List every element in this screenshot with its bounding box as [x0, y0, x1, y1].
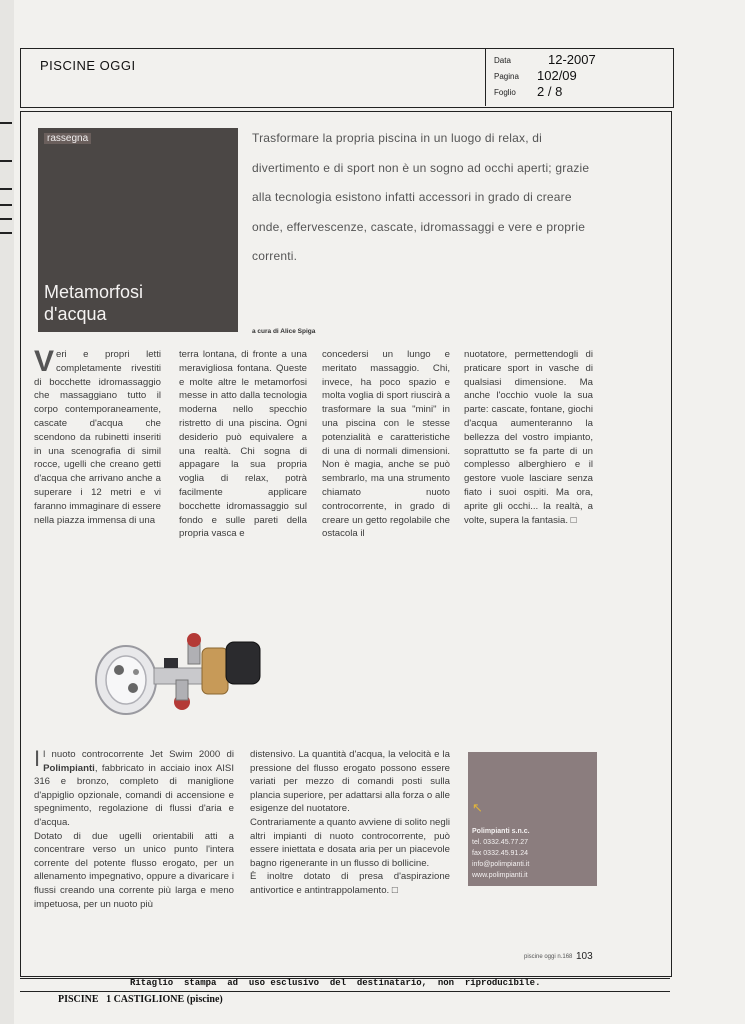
- product-description-col2: [250, 748, 450, 898]
- nozzle-hole: [114, 665, 124, 675]
- binding-mark: [0, 204, 12, 206]
- valve-block: [164, 658, 178, 668]
- article-title-line1: Metamorfosi: [44, 282, 144, 302]
- binding-mark: [0, 232, 12, 234]
- pump-body: [202, 648, 228, 694]
- contact-tel: tel. 0332.45.77.27: [472, 839, 529, 846]
- product-desc-text: l nuoto controcorrente Jet Swim 2000 di: [43, 749, 234, 760]
- binding-mark: [0, 218, 12, 220]
- date-value: 12-2007: [548, 52, 596, 67]
- body-column-1: [34, 345, 161, 527]
- contact-email: info@polimpianti.it: [472, 861, 530, 868]
- header-divider: [485, 48, 486, 106]
- contact-details: [472, 826, 530, 881]
- article-title: [44, 281, 143, 325]
- sheet-value: 2 / 8: [537, 84, 563, 99]
- product-description-col1: [34, 748, 234, 911]
- motor: [226, 642, 260, 684]
- product-desc-text: Dotato di due ugelli orientabili atti a concentrare verso un unico punto l'intera corrente del potente flusso erogato, per un allenamento impegnativo, oppure a divaricare i flussi creando una corrente più larga e meno impetuosa, per un nuoto più: [34, 830, 234, 910]
- page-label: Pagina: [494, 72, 519, 81]
- product-brand: Polimpianti: [43, 762, 95, 774]
- end-mark: □: [570, 514, 577, 526]
- valve-handle-red: [187, 633, 201, 647]
- body-column-1-text: eri e propri letti completamente rivestiti di bocchette idromassaggio che massaggiano tutto il corpo contemporaneamente, cascate d'acqua che scendono da rubinetti inseriti in una scenografia di simil rocce, ugelli che creano getti d'acqua che arrivano anche a superare i 12 metri e vi faranno immaginare di essere nella piazza immensa di una: [34, 349, 161, 526]
- section-tag: rassegna: [44, 133, 91, 144]
- product-drop-cap: I: [34, 746, 41, 771]
- body-column-4: [464, 348, 593, 527]
- valve-stem: [176, 680, 188, 700]
- article-title-line2: d'acqua: [44, 304, 107, 324]
- product-photo: [92, 628, 268, 720]
- end-mark: □: [391, 884, 398, 896]
- body-column-4-text: nuotatore, permettendogli di praticare sport in vasche di qualsiasi dimensione. Ma anche l'occhio vuole la sua parte: cascate, fontane, giochi d'acqua aumenteranno la bellezza del vostro impianto, soprattutto se fa parte di un complesso alberghiero e il gestore vuole lasciare senza fiato i suoi ospiti. Ma ora, aprite gli occhi... la realtà, a volte, supera la fantasia.: [464, 349, 593, 526]
- contact-company: Polimpianti s.n.c.: [472, 828, 530, 835]
- binding-mark: [0, 122, 12, 124]
- arrow-icon: ↖: [472, 800, 483, 815]
- clipping-notice: Ritaglio stampa ad uso esclusivo del destinatario, non riproducibile.: [130, 978, 541, 988]
- product-desc-text: distensivo. La quantità d'acqua, la velocità e la pressione del flusso erogato possono essere variati per mezzo di comandi posti sulla plancia superiore, per adattarsi alla forza o alle esigenze del nuotatore.: [250, 749, 450, 815]
- byline: a cura di Alice Spiga: [252, 328, 316, 335]
- page-binding-edge: [0, 0, 14, 1024]
- product-desc-text: Contrariamente a quanto avviene di solito negli altri impianti di nuoto controcorrente, può essere iniettata e dosata aria per un piacevole bagno rigenerante in un flusso di bollicine.: [250, 816, 450, 869]
- binding-mark: [0, 160, 12, 162]
- contact-box: [468, 752, 597, 886]
- clipping-source: PISCINE 1 CASTIGLIONE (piscine): [58, 994, 223, 1005]
- sheet-label: Foglio: [494, 88, 516, 97]
- product-desc-text: , fabbricato in acciaio inox AISI 316 e bronzo, completo di maniglione d'appiglio opzionale, comandi di accensione e spegnimento, regolazione di flussi d'aria e d'acqua.: [34, 762, 234, 828]
- nozzle-hole: [133, 669, 139, 675]
- binding-mark: [0, 188, 12, 190]
- body-column-3: concedersi un lungo e meritato massaggio. Chi, invece, ha poco spazio e molta voglia di sport riuscirà a trasformare la sua "mini" in una piscina con le stesse potenzialità e caratteristiche di una di normali dimensioni. Non è magia, anche se può sembrarlo, ma una strumento chiamato nuoto controcorrente, in grado di creare un getto regolabile che ostacola il: [322, 349, 450, 540]
- lead-paragraph: Trasformare la propria piscina in un luogo di relax, di divertimento e di sport non è un sogno ad occhi aperti; grazie alla tecnologia esistono infatti accessori in grado di creare onde, effervescenze, cascate, idromassaggi e vere e proprie correnti.: [252, 131, 590, 263]
- product-desc-text: È inoltre dotato di presa d'aspirazione antivortice e antintrappolamento.: [250, 871, 450, 896]
- body-column-2: terra lontana, di fronte a una meravigliosa fontana. Queste e molte altre le metamorfosi messe in atto dalla tecnologia moderna nello specchio ristretto di una piscina. Ogni desiderio può equivalere a una realtà. Chi sogna di appagare la sua propria voglia di relax, potrà facilmente applicare bocchette idromassaggio sul fondo e sulle pareti della propria vasca e: [179, 349, 307, 540]
- nozzle-face: [106, 656, 146, 704]
- page-number: 103: [576, 951, 593, 962]
- contact-web: www.polimpianti.it: [472, 872, 528, 879]
- nozzle-hole: [128, 683, 138, 693]
- contact-fax: fax 0332.45.91.24: [472, 850, 529, 857]
- date-label: Data: [494, 56, 511, 65]
- drop-cap: V: [34, 345, 55, 378]
- publication-name: PISCINE OGGI: [40, 58, 136, 73]
- folio-label: piscine oggi n.168: [524, 954, 573, 960]
- page-value: 102/09: [537, 68, 577, 83]
